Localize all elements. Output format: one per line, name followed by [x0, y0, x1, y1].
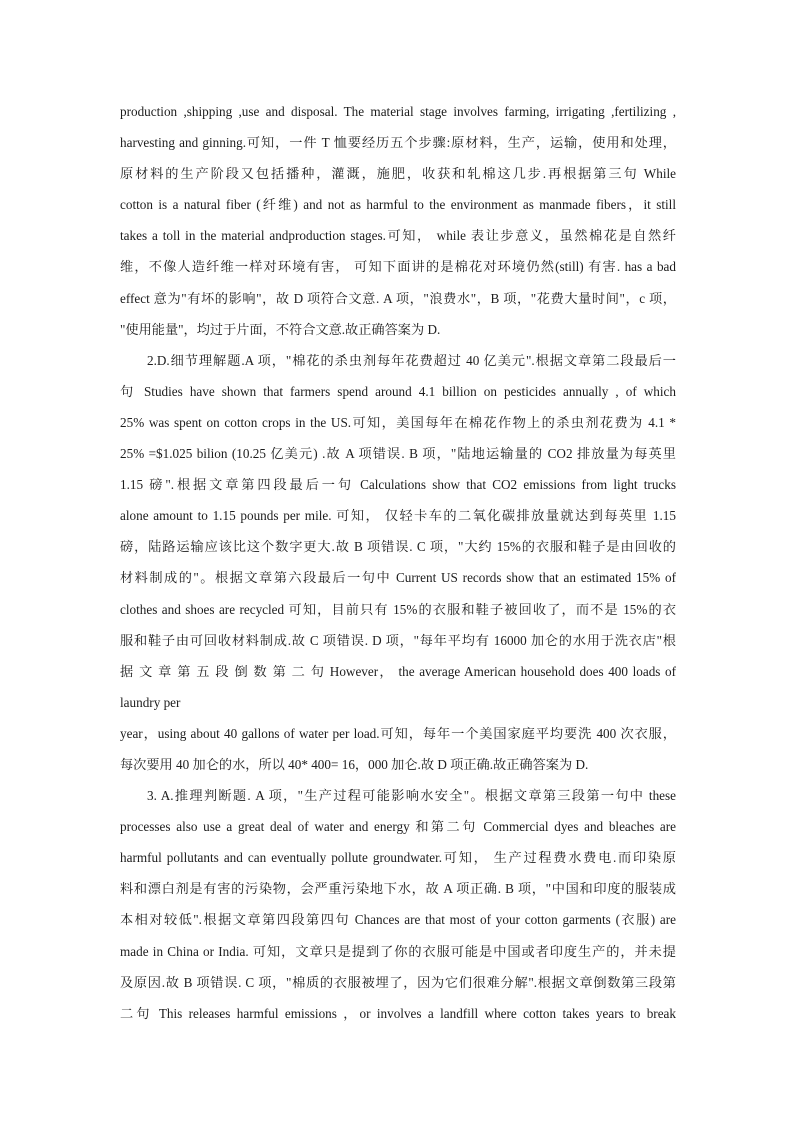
text-line: 每次要用 40 加仑的水，所以 40* 400= 16，000 加仑.故 D 项正确.故正确答案为 D.	[120, 756, 589, 772]
text-line: 3. A.推理判断题. A 项，"生产过程可能影响水安全"。根据文章第三段第一句中 these	[147, 788, 676, 804]
text-line: harvesting and ginning.可知，一件 T 恤要经历五个步骤:原材料，生产，运输，使用和处理，	[120, 135, 676, 151]
text-line: 句 Studies have shown that farmers spend around 4.1 billion on pesticides annually , of which	[120, 383, 676, 399]
text-line: processes also use a great deal of water and energy 和第二句 Commercial dyes and bleaches are	[120, 819, 676, 835]
text-line: 维，不像人造纤维一样对环境有害， 可知下面讲的是棉花对环境仍然(still) 有害. has a bad	[120, 259, 676, 275]
text-line: 25% was spent on cotton crops in the US.可知，美国每年在棉花作物上的杀虫剂花费为 4.1 *	[120, 414, 676, 430]
text-line: laundry per	[120, 694, 181, 710]
text-line: 材料制成的"。根据文章第六段最后一句中 Current US records show that an estimated 15% of	[120, 570, 676, 586]
text-line: 原材料的生产阶段又包括播种，灌溉，施肥，收获和轧棉这几步.再根据第三句 While	[120, 166, 676, 182]
text-line: 二句 This releases harmful emissions ，or involves a landfill where cotton takes years to break	[120, 1005, 676, 1021]
text-line: 及原因.故 B 项错误. C 项，"棉质的衣服被埋了，因为它们很难分解".根据文章倒数第三段第	[120, 974, 676, 990]
text-line: 据 文 章 第 五 段 倒 数 第 二 句 However， the average American household does 400 loads of	[120, 663, 676, 679]
text-line: 本相对较低".根据文章第四段第四句 Chances are that most of your cotton garments (衣服) are	[120, 912, 676, 928]
text-line: alone amount to 1.15 pounds per mile. 可知， 仅轻卡车的二氧化碳排放量就达到每英里 1.15	[120, 508, 676, 524]
text-line: year，using about 40 gallons of water per load.可知，每年一个美国家庭平均要洗 400 次衣服，	[120, 725, 676, 741]
text-line: 1.15 磅".根据文章第四段最后一句 Calculations show that CO2 emissions from light trucks	[120, 477, 676, 493]
text-line: takes a toll in the material andproduction stages.可知， while 表让步意义，虽然棉花是自然纤	[120, 228, 676, 244]
text-line: effect 意为"有坏的影响"，故 D 项符合文意. A 项，"浪费水"，B 项，"花费大量时间"，c 项，	[120, 290, 676, 306]
text-line: made in China or India. 可知，文章只是提到了你的衣服可能是中国或者印度生产的，并未提	[120, 943, 676, 959]
text-line: 25% =$1.025 bilion (10.25 亿美元) .故 A 项错误. B 项，"陆地运输量的 CO2 排放量为每英里	[120, 446, 676, 462]
text-line: 服和鞋子由可回收材料制成.故 C 项错误. D 项，"每年平均有 16000 加仑的水用于洗衣店"根	[120, 632, 676, 648]
text-line: 2.D.细节理解题.A 项，"棉花的杀虫剂每年花费超过 40 亿美元".根据文章第二段最后一	[147, 352, 676, 368]
text-line: 磅，陆路运输应该比这个数字更大.故 B 项错误. C 项，"大约 15%的衣服和鞋子是由回收的	[120, 539, 676, 555]
text-line: harmful pollutants and can eventually pollute groundwater.可知， 生产过程费水费电.而印染原	[120, 850, 676, 866]
text-line: 料和漂白剂是有害的污染物，会严重污染地下水，故 A 项正确. B 项，"中国和印度的服装成	[120, 881, 676, 897]
text-line: clothes and shoes are recycled 可知，目前只有 15%的衣服和鞋子被回收了，而不是 15%的衣	[120, 601, 676, 617]
document-body	[120, 96, 676, 1029]
text-line: production ,shipping ,use and disposal. The material stage involves farming, irrigating ,fertilizing ,	[120, 104, 676, 119]
text-line: cotton is a natural fiber (纤维) and not as harmful to the environment as manmade fibers，it still	[120, 197, 676, 213]
text-line: "使用能量"，均过于片面，不符合文意.故正确答案为 D.	[120, 321, 441, 337]
